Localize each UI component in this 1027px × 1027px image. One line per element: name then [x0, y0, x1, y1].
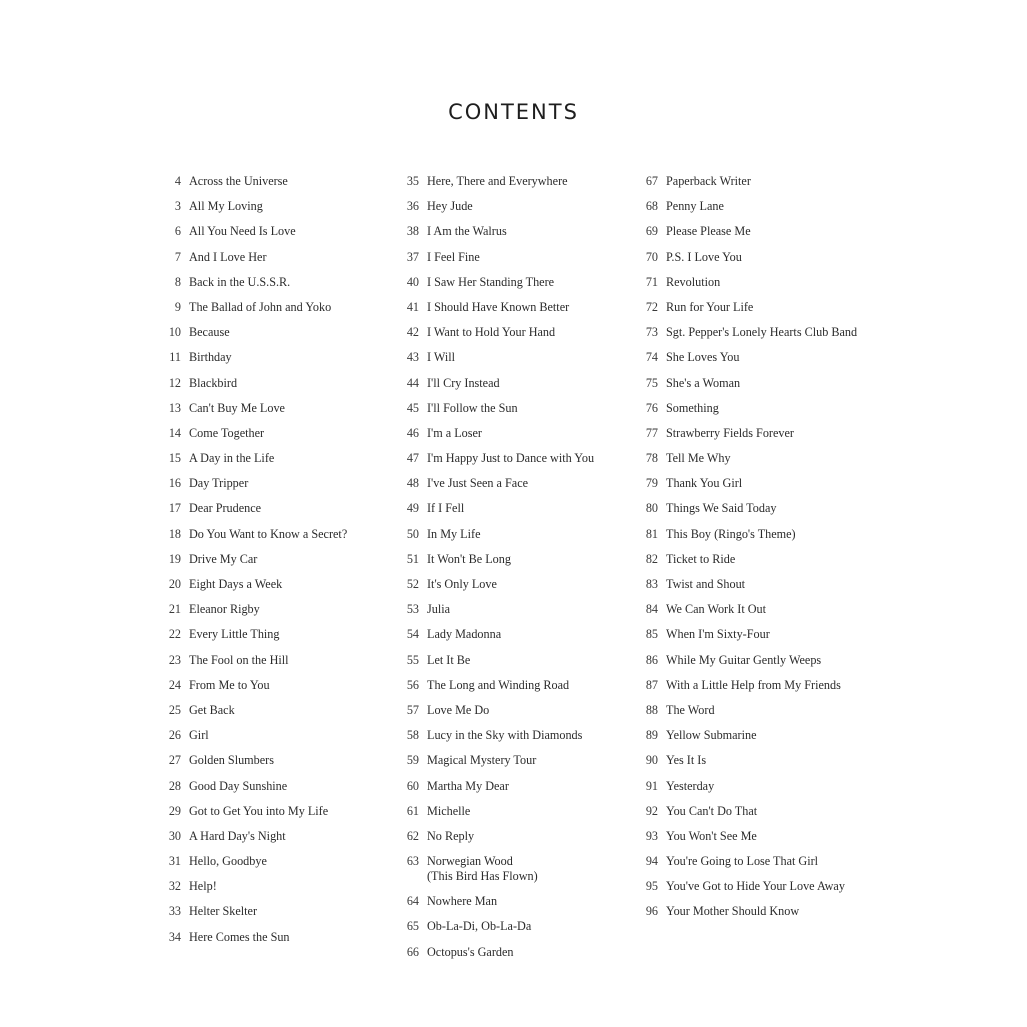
page-number: 35 [406, 174, 419, 188]
toc-entry [160, 426, 400, 441]
page-number: 55 [406, 652, 419, 667]
toc-entry [398, 779, 638, 794]
song-title: Ticket to Ride [666, 551, 736, 566]
page-number: 44 [406, 375, 419, 390]
song-title: A Day in the Life [189, 451, 275, 466]
toc-entry [637, 350, 877, 365]
page-number: 80 [645, 501, 658, 516]
toc-column-3 [637, 174, 877, 930]
toc-entry [160, 250, 400, 265]
page-number: 8 [174, 274, 181, 289]
page-number: 42 [406, 325, 419, 340]
page-number: 13 [168, 400, 181, 415]
toc-entry [637, 275, 877, 290]
song-title: She's a Woman [666, 375, 741, 390]
song-title: Lady Madonna [427, 627, 502, 642]
toc-entry [160, 678, 400, 693]
page-number: 29 [168, 803, 181, 818]
page-number: 81 [645, 526, 658, 541]
page-number: 54 [406, 627, 419, 642]
toc-entry [637, 804, 877, 819]
song-title: Love Me Do [427, 702, 490, 717]
page-number: 33 [168, 904, 181, 919]
page-number: 74 [645, 350, 658, 365]
song-title: Lucy in the Sky with Diamonds [427, 728, 583, 743]
toc-entry [398, 552, 638, 567]
page-number: 95 [645, 879, 658, 894]
song-title: The Ballad of John and Yoko [189, 299, 332, 314]
page-number: 89 [645, 728, 658, 743]
song-title: Across the Universe [189, 174, 288, 188]
song-title: Here, There and Everywhere [427, 174, 568, 188]
song-title: The Word [666, 702, 715, 717]
page-number: 61 [406, 803, 419, 818]
toc-entry [637, 904, 877, 919]
song-title: Run for Your Life [666, 299, 754, 314]
toc-entry [398, 451, 638, 466]
page-number: 72 [645, 299, 658, 314]
page-number: 51 [406, 551, 419, 566]
page-number: 11 [169, 350, 181, 365]
toc-entry [637, 376, 877, 391]
toc-entry [160, 930, 400, 945]
toc-entry [637, 602, 877, 617]
toc-entry [637, 199, 877, 214]
toc-entry [398, 854, 638, 884]
page-number: 77 [645, 425, 658, 440]
page-number: 7 [174, 249, 181, 264]
page-number: 12 [168, 375, 181, 390]
song-title: Blackbird [189, 375, 238, 390]
song-title: Octopus's Garden [427, 944, 514, 959]
page-number: 40 [406, 274, 419, 289]
page-number: 31 [168, 854, 181, 869]
toc-entry [160, 904, 400, 919]
page-number: 79 [645, 476, 658, 491]
song-title: Ob-La-Di, Ob-La-Da [427, 919, 532, 934]
toc-entry [637, 779, 877, 794]
song-title: From Me to You [189, 677, 270, 692]
page-number: 3 [174, 199, 181, 214]
song-title: Hey Jude [427, 199, 473, 214]
song-title: Golden Slumbers [189, 753, 274, 768]
page-number: 25 [168, 702, 181, 717]
song-title: Please Please Me [666, 224, 751, 239]
song-title: It Won't Be Long [427, 551, 511, 566]
song-title: I Am the Walrus [427, 224, 507, 239]
toc-entry [637, 527, 877, 542]
page-number: 68 [645, 199, 658, 214]
page-number: 94 [645, 854, 658, 869]
page-number: 65 [406, 919, 419, 934]
song-title: Helter Skelter [189, 904, 258, 919]
page-number: 38 [406, 224, 419, 239]
song-title: Get Back [189, 702, 235, 717]
toc-entry [398, 325, 638, 340]
song-title: Yes It Is [666, 753, 707, 768]
toc-entry [398, 945, 638, 960]
toc-entry [398, 224, 638, 239]
song-title: I Should Have Known Better [427, 299, 570, 314]
toc-entry [398, 275, 638, 290]
song-title: Your Mother Should Know [666, 904, 800, 919]
song-title: I Saw Her Standing There [427, 274, 555, 289]
page-number: 64 [406, 894, 419, 909]
page-number: 47 [406, 451, 419, 466]
page-number: 45 [406, 400, 419, 415]
toc-entry [637, 174, 877, 189]
toc-entry [398, 401, 638, 416]
song-title: I'll Cry Instead [427, 375, 500, 390]
song-title: Day Tripper [189, 476, 249, 491]
page-number: 30 [168, 828, 181, 843]
song-title: Because [189, 325, 230, 340]
song-title: Good Day Sunshine [189, 778, 288, 793]
page-number: 26 [168, 728, 181, 743]
song-title: Come Together [189, 425, 265, 440]
song-title: Julia [427, 602, 451, 617]
toc-entry [160, 552, 400, 567]
toc-entry [160, 577, 400, 592]
song-title: With a Little Help from My Friends [666, 677, 841, 692]
page-number: 83 [645, 577, 658, 591]
song-title: When I'm Sixty-Four [666, 627, 770, 642]
toc-entry [637, 728, 877, 743]
song-title: Girl [189, 728, 209, 743]
page-number: 63 [406, 854, 419, 869]
song-title: Tell Me Why [666, 451, 731, 466]
toc-entry [398, 376, 638, 391]
song-title: Sgt. Pepper's Lonely Hearts Club Band [666, 325, 858, 340]
page-number: 69 [645, 224, 658, 239]
song-title: A Hard Day's Night [189, 828, 286, 843]
toc-entry [160, 476, 400, 491]
toc-entry [160, 804, 400, 819]
toc-entry [160, 501, 400, 516]
song-title: We Can Work It Out [666, 602, 767, 617]
page-number: 66 [406, 944, 419, 959]
toc-entry [160, 627, 400, 642]
toc-entry [398, 350, 638, 365]
song-title: Back in the U.S.S.R. [189, 274, 291, 289]
page-number: 15 [168, 451, 181, 466]
toc-entry [398, 527, 638, 542]
toc-entry [398, 919, 638, 934]
song-title: Do You Want to Know a Secret? [189, 526, 348, 541]
toc-entry [160, 703, 400, 718]
toc-entry [637, 224, 877, 239]
song-title: Got to Get You into My Life [189, 803, 329, 818]
song-title: It's Only Love [427, 577, 497, 591]
page-number: 76 [645, 400, 658, 415]
page-number: 78 [645, 451, 658, 466]
song-title: Strawberry Fields Forever [666, 425, 794, 440]
toc-entry [160, 653, 400, 668]
page-number: 84 [645, 602, 658, 617]
toc-entry [637, 250, 877, 265]
song-title: Can't Buy Me Love [189, 400, 285, 415]
song-title: Magical Mystery Tour [427, 753, 537, 768]
song-title: You're Going to Lose That Girl [666, 854, 819, 869]
song-title: Twist and Shout [666, 577, 746, 591]
song-title: The Fool on the Hill [189, 652, 289, 667]
toc-column-2 [398, 174, 638, 970]
song-title: She Loves You [666, 350, 740, 365]
page-number: 34 [168, 929, 181, 944]
toc-entry [160, 300, 400, 315]
song-title: Yesterday [666, 778, 715, 793]
page-number: 46 [406, 425, 419, 440]
toc-entry [637, 753, 877, 768]
page-number: 91 [645, 778, 658, 793]
toc-entry [637, 678, 877, 693]
song-title: Something [666, 400, 719, 415]
toc-entry [637, 401, 877, 416]
page-number: 48 [406, 476, 419, 491]
toc-entry [637, 426, 877, 441]
page-number: 16 [168, 476, 181, 491]
toc-entry [160, 854, 400, 869]
song-title: The Long and Winding Road [427, 677, 570, 692]
page-number: 59 [406, 753, 419, 768]
song-title: Things We Said Today [666, 501, 777, 516]
toc-entry [160, 224, 400, 239]
song-title: Michelle [427, 803, 471, 818]
toc-entry [398, 602, 638, 617]
toc-entry [637, 854, 877, 869]
song-title: Revolution [666, 274, 721, 289]
toc-entry [160, 879, 400, 894]
toc-entry [398, 577, 638, 592]
song-title: All My Loving [189, 199, 263, 214]
page-number: 36 [406, 199, 419, 214]
song-title: I Want to Hold Your Hand [427, 325, 556, 340]
toc-entry [160, 602, 400, 617]
page-number: 71 [645, 274, 658, 289]
toc-entry [398, 627, 638, 642]
song-title: P.S. I Love You [666, 249, 742, 264]
toc-entry [398, 894, 638, 909]
page-number: 90 [645, 753, 658, 768]
toc-entry [160, 350, 400, 365]
page-number: 20 [168, 577, 181, 591]
toc-entry [637, 627, 877, 642]
song-title: You Can't Do That [666, 803, 758, 818]
song-title: Nowhere Man [427, 894, 498, 909]
song-title: And I Love Her [189, 249, 267, 264]
page-number: 28 [168, 778, 181, 793]
toc-entry [160, 728, 400, 743]
song-title: I Will [427, 350, 456, 365]
page-number: 62 [406, 828, 419, 843]
song-title: If I Fell [427, 501, 465, 516]
song-title: Here Comes the Sun [189, 929, 290, 944]
page-number: 19 [168, 551, 181, 566]
song-title: I've Just Seen a Face [427, 476, 529, 491]
page-number: 14 [168, 425, 181, 440]
toc-entry [160, 401, 400, 416]
toc-entry [160, 376, 400, 391]
toc-entry [398, 678, 638, 693]
toc-entry [160, 325, 400, 340]
toc-entry [398, 250, 638, 265]
song-title: In My Life [427, 526, 481, 541]
page-number: 32 [168, 879, 181, 894]
toc-entry [160, 779, 400, 794]
page-number: 60 [406, 778, 419, 793]
toc-entry [637, 703, 877, 718]
page-number: 21 [168, 602, 181, 617]
toc-entry [637, 577, 877, 592]
page-number: 49 [406, 501, 419, 516]
song-title: I'm a Loser [427, 425, 482, 440]
page-number: 88 [645, 702, 658, 717]
page-number: 52 [406, 577, 419, 591]
page-number: 22 [168, 627, 181, 642]
page-number: 18 [168, 526, 181, 541]
page-number: 23 [168, 652, 181, 667]
song-title: I'm Happy Just to Dance with You [427, 451, 595, 466]
page-number: 82 [645, 551, 658, 566]
page-number: 85 [645, 627, 658, 642]
page-number: 41 [406, 299, 419, 314]
toc-entry [398, 174, 638, 189]
toc-entry [398, 300, 638, 315]
page-number: 9 [174, 299, 181, 314]
toc-entry [160, 451, 400, 466]
toc-entry [637, 501, 877, 516]
toc-entry [637, 653, 877, 668]
toc-entry [160, 829, 400, 844]
toc-entry [637, 879, 877, 894]
page-number: 53 [406, 602, 419, 617]
page-number: 96 [645, 904, 658, 919]
song-title: Hello, Goodbye [189, 854, 267, 869]
page-number: 43 [406, 350, 419, 365]
page-number: 17 [168, 501, 181, 516]
toc-entry [398, 804, 638, 819]
song-title: Penny Lane [666, 199, 724, 214]
page-number: 92 [645, 803, 658, 818]
page-title: CONTENTS [448, 100, 579, 125]
toc-entry [398, 728, 638, 743]
toc-entry [637, 451, 877, 466]
song-title: Paperback Writer [666, 174, 751, 188]
page-number: 57 [406, 702, 419, 717]
song-title: Every Little Thing [189, 627, 280, 642]
page-number: 10 [168, 325, 181, 340]
toc-column-1 [160, 174, 400, 955]
song-title: While My Guitar Gently Weeps [666, 652, 822, 667]
toc-entry [398, 829, 638, 844]
song-title: Eight Days a Week [189, 577, 283, 591]
song-title: This Boy (Ringo's Theme) [666, 526, 796, 541]
toc-entry [398, 426, 638, 441]
song-title: Eleanor Rigby [189, 602, 260, 617]
song-title: I'll Follow the Sun [427, 400, 518, 415]
toc-entry [637, 300, 877, 315]
song-title: Help! [189, 879, 217, 894]
page-number: 58 [406, 728, 419, 743]
page-number: 50 [406, 526, 419, 541]
song-title: All You Need Is Love [189, 224, 296, 239]
page-number: 4 [174, 174, 181, 188]
song-title: Yellow Submarine [666, 728, 757, 743]
toc-entry [398, 476, 638, 491]
song-title: Thank You Girl [666, 476, 743, 491]
page-number: 56 [406, 677, 419, 692]
toc-entry [637, 829, 877, 844]
page-number: 70 [645, 249, 658, 264]
song-title: Let It Be [427, 652, 471, 667]
page-number: 86 [645, 652, 658, 667]
song-title: You Won't See Me [666, 828, 757, 843]
song-title: I Feel Fine [427, 249, 480, 264]
page-number: 67 [645, 174, 658, 188]
toc-entry [160, 275, 400, 290]
toc-entry [398, 753, 638, 768]
toc-entry [637, 325, 877, 340]
page-number: 24 [168, 677, 181, 692]
page-number: 73 [645, 325, 658, 340]
song-title: Norwegian Wood (This Bird Has Flown) [427, 854, 538, 884]
song-title: Dear Prudence [189, 501, 262, 516]
page-number: 87 [645, 677, 658, 692]
page-number: 93 [645, 828, 658, 843]
page-number: 75 [645, 375, 658, 390]
song-title: No Reply [427, 828, 475, 843]
toc-entry [637, 476, 877, 491]
page-number: 6 [174, 224, 181, 239]
toc-entry [637, 552, 877, 567]
toc-entry [160, 199, 400, 214]
page-number: 37 [406, 249, 419, 264]
song-title: Birthday [189, 350, 232, 365]
page-number: 27 [168, 753, 181, 768]
toc-entry [160, 753, 400, 768]
song-title: Drive My Car [189, 551, 258, 566]
toc-entry [398, 199, 638, 214]
toc-entry [398, 703, 638, 718]
song-title: You've Got to Hide Your Love Away [666, 879, 845, 894]
song-title: Martha My Dear [427, 778, 509, 793]
toc-entry [160, 527, 400, 542]
toc-entry [398, 501, 638, 516]
toc-entry [160, 174, 400, 189]
toc-entry [398, 653, 638, 668]
